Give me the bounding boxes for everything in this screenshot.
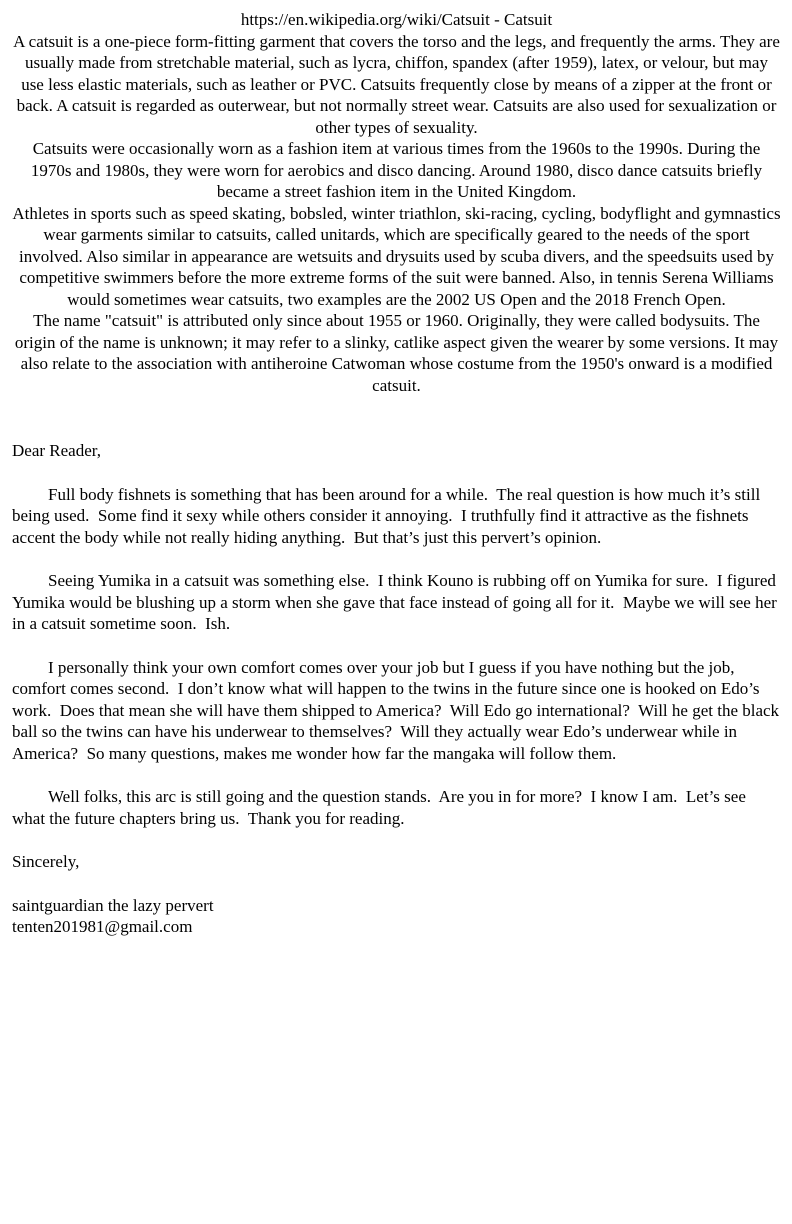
reader-letter xyxy=(12,440,784,938)
wiki-paragraph-sports: Athletes in sports such as speed skating, bobsled, winter triathlon, ski-racing, cycling, bodyflight and gymnastics wear garments similar to catsuits, called unitards, which are specifically geared to the needs of the sport involved. Also similar in appearance are wetsuits and drysuits used by scuba divers, and the speedsuits used by competitive swimmers before the more extreme forms of the suit were banned. Also, in tennis Serena Williams would sometimes wear catsuits, two examples are the 2002 US Open and the 2018 French Open. xyxy=(12,203,781,309)
letter-closing: Sincerely, xyxy=(12,852,80,871)
wiki-paragraph-name-origin: The name "catsuit" is attributed only since about 1955 or 1960. Originally, they were called bodysuits. The origin of the name is unknown; it may refer to a slinky, catlike aspect given the wearer by some versions. It may also relate to the association with antiheroine Catwoman whose costume from the 1950's onward is a modified catsuit. xyxy=(14,311,779,395)
wiki-paragraph-definition: A catsuit is a one-piece form-fitting garment that covers the torso and the legs, and frequently the arms. They are usually made from stretchable material, such as lycra, chiffon, spandex (after 1959), latex, or velour, but may use less elastic materials, such as leather or PVC. Catsuits frequently close by means of a zipper at the front or back. A catsuit is regarded as outerwear, but not normally street wear. Catsuits are also used for sexualization or other types of sexuality. xyxy=(13,31,780,137)
source-url-line: https://en.wikipedia.org/wiki/Catsuit - Catsuit xyxy=(240,10,553,29)
letter-paragraph-comfort: I personally think your own comfort comes over your job but I guess if you have nothing but the job, comfort comes second. I don’t know what will happen to the twins in the future since one is hooked on Edo’s work. Does that mean she will have them shipped to America? Will Edo go international? Will he get the black ball so the twins can have his underwear to themselves? Will they actually wear Edo’s underwear while in America? So many questions, makes me wonder how far the mangaka will follow them. xyxy=(12,657,784,763)
letter-paragraph-fishnets: Full body fishnets is something that has been around for a while. The real question is how much it’s still being used. Some find it sexy while others consider it annoying. I truthfully find it attractive as the fishnets accent the body while not really hiding anything. But that’s just this pervert’s opinion. xyxy=(12,484,765,547)
letter-greeting: Dear Reader, xyxy=(12,441,101,460)
letter-paragraph-yumika: Seeing Yumika in a catsuit was something else. I think Kouno is rubbing off on Yumika for sure. I figured Yumika would be blushing up a storm when she gave that face instead of going all for it. Maybe we will see her in a catsuit sometime soon. Ish. xyxy=(12,571,782,633)
wiki-paragraph-fashion-history: Catsuits were occasionally worn as a fashion item at various times from the 1960s to the 1990s. During the 1970s and 1980s, they were worn for aerobics and disco dancing. Around 1980, disco dance catsuits briefly became a street fashion item in the United Kingdom. xyxy=(30,139,763,201)
signature-name: saintguardian the lazy pervert xyxy=(12,895,214,915)
signature-email: tenten201981@gmail.com xyxy=(12,917,193,936)
wikipedia-excerpt xyxy=(12,9,781,396)
letter-paragraph-outro: Well folks, this arc is still going and the question stands. Are you in for more? I know I am. Let’s see what the future chapters bring us. Thank you for reading. xyxy=(12,787,751,828)
